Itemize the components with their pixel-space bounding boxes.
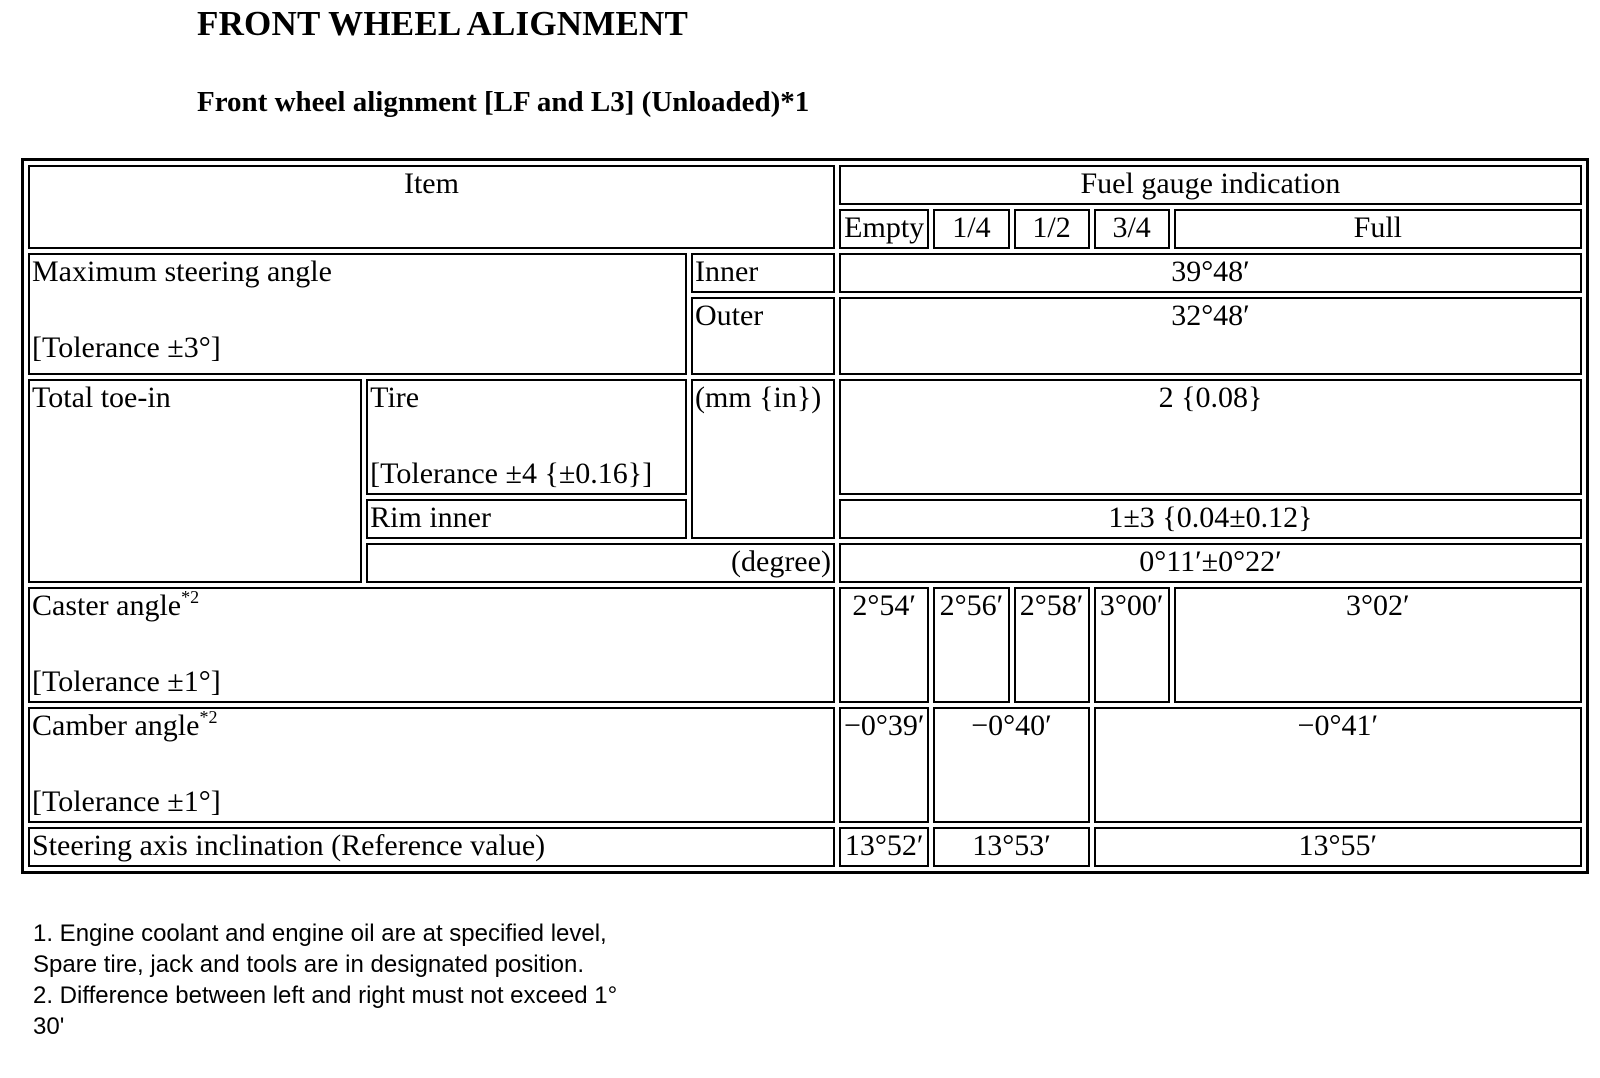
tire-value: 2 {0.08} — [839, 379, 1582, 495]
inner-label: Inner — [691, 253, 835, 293]
steering-axis-value-quarter-half: 13°53′ — [933, 827, 1089, 867]
tire-cell — [366, 379, 687, 495]
caster-value-full: 3°02′ — [1174, 587, 1582, 703]
rim-inner-value: 1±3 {0.04±0.12} — [839, 499, 1582, 539]
outer-label: Outer — [691, 297, 835, 375]
tire-label: Tire — [370, 381, 420, 414]
header-item: Item — [28, 165, 835, 249]
camber-angle-tolerance: [Tolerance ±1°] — [32, 785, 221, 818]
fuel-level-quarter: 1/4 — [933, 209, 1009, 249]
caster-angle-tolerance: [Tolerance ±1°] — [32, 665, 221, 698]
fuel-level-full: Full — [1174, 209, 1582, 249]
camber-angle-label: Camber angle — [32, 709, 200, 742]
footnote-2: 2. Difference between left and right must not exceed 1° 30' — [33, 982, 618, 1040]
caster-angle-cell — [28, 587, 835, 703]
unit-mm-in: (mm {in}) — [691, 379, 835, 539]
steering-axis-label: Steering axis inclination (Reference value) — [28, 827, 835, 867]
caster-angle-label: Caster angle — [32, 589, 182, 622]
fuel-level-half: 1/2 — [1014, 209, 1090, 249]
rim-inner-label: Rim inner — [366, 499, 687, 539]
steering-axis-value-empty: 13°52′ — [839, 827, 929, 867]
camber-angle-cell — [28, 707, 835, 823]
tire-tolerance: [Tolerance ±4 {±0.16}] — [370, 457, 653, 490]
header-fuel-gauge: Fuel gauge indication — [839, 165, 1582, 205]
max-steering-angle-cell — [28, 253, 687, 375]
fuel-level-three-quarter: 3/4 — [1094, 209, 1170, 249]
footnotes — [33, 918, 633, 1042]
fuel-level-empty: Empty — [839, 209, 929, 249]
caster-footnote-ref: *2 — [181, 587, 200, 607]
caster-value-empty: 2°54′ — [839, 587, 929, 703]
camber-value-quarter-half: −0°40′ — [933, 707, 1089, 823]
caster-value-quarter: 2°56′ — [933, 587, 1009, 703]
alignment-spec-table — [21, 158, 1589, 874]
unit-degree: (degree) — [366, 543, 835, 583]
toe-degree-value: 0°11′±0°22′ — [839, 543, 1582, 583]
camber-value-empty: −0°39′ — [839, 707, 929, 823]
page-title: FRONT WHEEL ALIGNMENT — [197, 4, 689, 43]
steering-axis-value-three-quarter-full: 13°55′ — [1094, 827, 1582, 867]
caster-value-three-quarter: 3°00′ — [1094, 587, 1170, 703]
inner-value: 39°48′ — [839, 253, 1582, 293]
max-steering-angle-tolerance: [Tolerance ±3°] — [32, 331, 221, 364]
caster-value-half: 2°58′ — [1014, 587, 1090, 703]
footnote-1: 1. Engine coolant and engine oil are at specified level, Spare tire, jack and tools are in designated position. — [33, 920, 607, 978]
max-steering-angle-label: Maximum steering angle — [32, 255, 332, 288]
camber-footnote-ref: *2 — [199, 707, 218, 727]
outer-value: 32°48′ — [839, 297, 1582, 375]
total-toe-in-label: Total toe-in — [28, 379, 362, 583]
page-subtitle: Front wheel alignment [LF and L3] (Unloaded)*1 — [197, 86, 810, 118]
camber-value-three-quarter-full: −0°41′ — [1094, 707, 1582, 823]
